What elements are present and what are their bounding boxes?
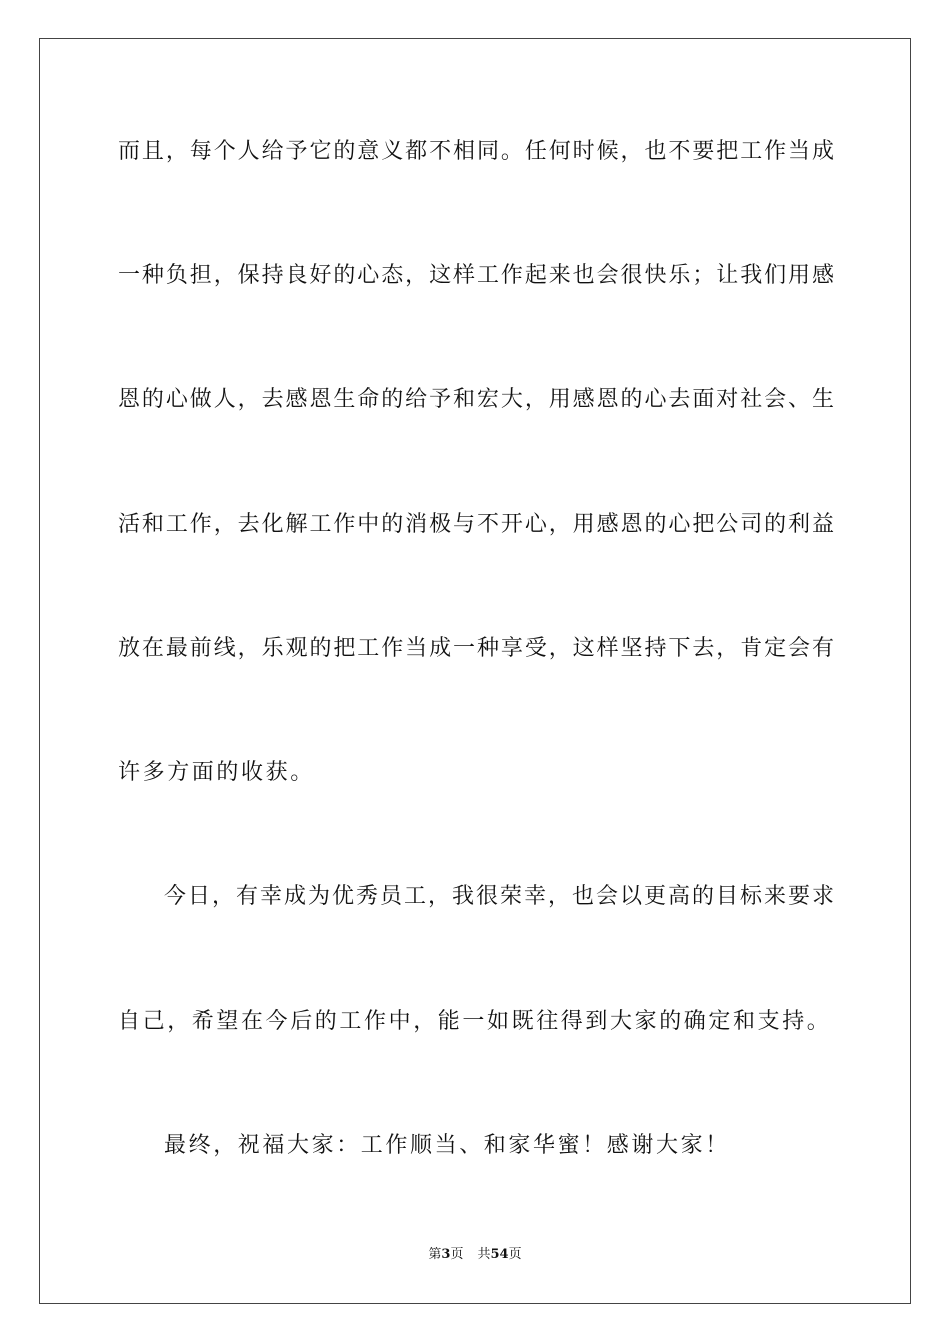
text-line: 恩的心做人，去感恩生命的给予和宏大，用感恩的心去面对社会、生 bbox=[118, 387, 834, 412]
text-line: 放在最前线，乐观的把工作当成一种享受，这样坚持下去，肯定会有 bbox=[118, 636, 834, 661]
text-line: 今日，有幸成为优秀员工，我很荣幸，也会以更高的目标来要求 bbox=[164, 884, 834, 909]
text-line: 而且，每个人给予它的意义都不相同。任何时候，也不要把工作当成 bbox=[118, 139, 834, 164]
text-line: 许多方面的收获。 bbox=[118, 760, 315, 785]
page-suffix: 页 bbox=[450, 1247, 464, 1262]
page-number: 3 bbox=[441, 1247, 451, 1262]
total-prefix: 共 bbox=[477, 1247, 491, 1262]
total-suffix: 页 bbox=[508, 1247, 522, 1262]
text-line: 一种负担，保持良好的心态，这样工作起来也会很快乐；让我们用感 bbox=[118, 263, 834, 288]
page-frame bbox=[39, 38, 911, 1304]
text-line: 活和工作，去化解工作中的消极与不开心，用感恩的心把公司的利益 bbox=[118, 512, 834, 537]
text-line: 最终，祝福大家：工作顺当、和家华蜜！感谢大家！ bbox=[164, 1133, 730, 1158]
page-prefix: 第 bbox=[428, 1247, 442, 1262]
total-pages: 54 bbox=[490, 1247, 509, 1262]
text-line: 自己，希望在今后的工作中，能一如既往得到大家的确定和支持。 bbox=[118, 1009, 832, 1034]
page-footer bbox=[0, 1246, 950, 1264]
